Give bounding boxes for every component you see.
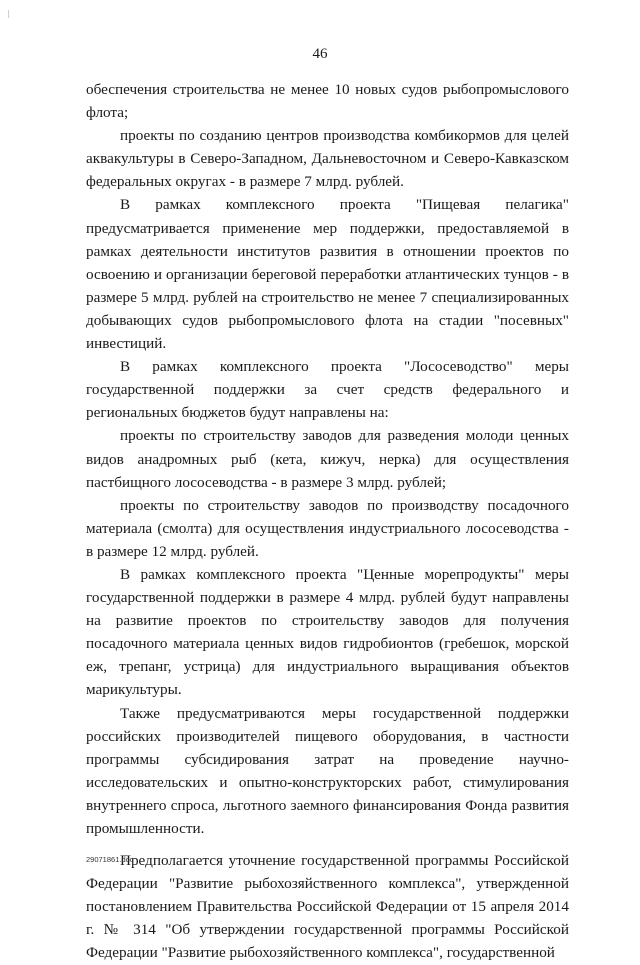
paragraph: обеспечения строительства не менее 10 новых судов рыбопромыслового флота; — [86, 81, 569, 122]
paragraph: проекты по строительству заводов по производству посадочного материала (смолта) для осуществления индустриального лососеводства - в размере 12 млрд. рублей. — [86, 496, 569, 560]
paragraph: проекты по строительству заводов для разведения молоди ценных видов анадромных рыб (кета, кижуч, нерка) для осуществления пастбищного лососеводства - в размере 3 млрд. рублей; — [86, 427, 569, 491]
paragraph: Предполагается уточнение государственной программы Российской Федерации "Развитие рыбохозяйственного комплекса", утвержденной постановлением Правительства Российской Федерации от 15 апреля 2014 г. № 314 "Об утверждении государственной программы Российской Федерации "Развитие рыбохозяйственного комплекса", государственной — [86, 852, 569, 962]
paragraph: В рамках комплексного проекта "Лососеводство" меры государственной поддержки за счет средств федерального и региональных бюджетов будут направлены на: — [86, 358, 569, 422]
paragraph: В рамках комплексного проекта "Пищевая пелагика" предусматривается применение мер поддержки, предоставляемой в рамках деятельности институтов развития в отношении проектов по освоению и организации береговой переработки атлантических тунцов - в размере 5 млрд. рублей на строительство не менее 7 специализированных добывающих судов рыбопромыслового флота на стадии "посевных" инвестиций. — [86, 196, 569, 353]
page-number: 46 — [312, 46, 328, 62]
margin-mark — [8, 10, 9, 18]
paragraph: проекты по созданию центров производства комбикормов для целей аквакультуры в Северо-Западном, Дальневосточном и Северо-Кавказском федеральных округах - в размере 7 млрд. рублей. — [86, 127, 569, 191]
document-body — [86, 78, 569, 965]
paragraph: В рамках комплексного проекта "Ценные морепродукты" меры государственной поддержки в размере 4 млрд. рублей будут направлены на развитие проектов по строительству заводов для получения посадочного материала ценных видов гидробионтов (гребешок, морской еж, трепанг, устрица) для индустриального выращивания объектов марикультуры. — [86, 565, 569, 699]
paragraph: Также предусматриваются меры государственной поддержки российских производителей пищевого оборудования, в частности программы субсидирования затрат на проведение научно-исследовательских и опытно-конструкторских работ, стимулирования внутреннего спроса, льготного заемного финансирования Фонда развития промышленности. — [86, 704, 569, 837]
footer-file-code: 29071861.doc — [86, 855, 134, 864]
